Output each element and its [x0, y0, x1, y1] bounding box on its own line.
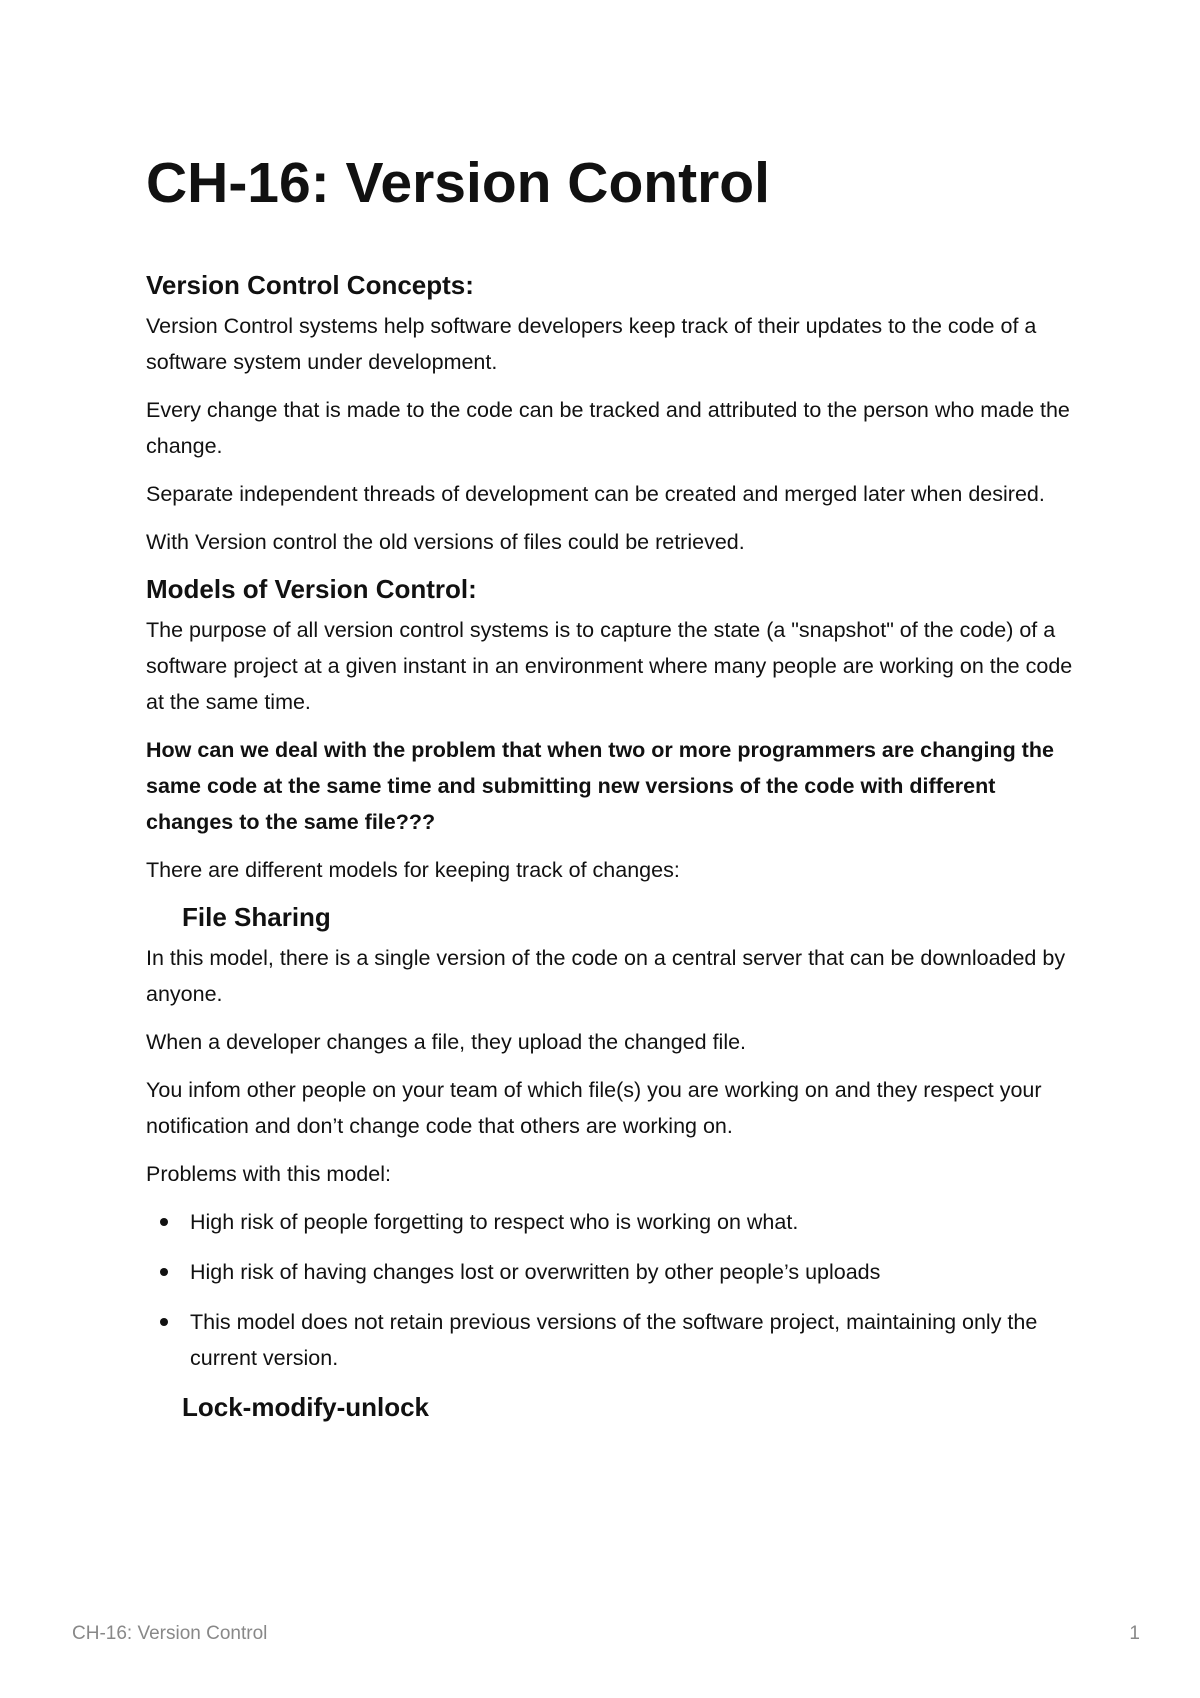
- paragraph: Version Control systems help software developers keep track of their updates to the code of a software system under development.: [146, 314, 1037, 374]
- page-title: CH-16: Version Control: [146, 151, 770, 215]
- paragraph: Problems with this model:: [146, 1162, 391, 1186]
- list-item-text: High risk of people forgetting to respect who is working on what.: [190, 1210, 799, 1234]
- paragraph: The purpose of all version control systems is to capture the state (a "snapshot" of the code) of a software project at a given instant in an environment where many people are working on the code at the same time.: [146, 618, 1073, 714]
- footer-document-title: CH-16: Version Control: [72, 1623, 268, 1644]
- paragraph: You infom other people on your team of which file(s) you are working on and they respect your notification and don’t change code that others are working on.: [146, 1078, 1042, 1138]
- list-item: [146, 1204, 1076, 1240]
- paragraph: In this model, there is a single version of the code on a central server that can be downloaded by anyone.: [146, 946, 1066, 1006]
- list-item-text: High risk of having changes lost or overwritten by other people’s uploads: [190, 1260, 881, 1284]
- paragraph: With Version control the old versions of files could be retrieved.: [146, 530, 745, 554]
- list-item: [146, 1304, 1076, 1376]
- paragraph: Separate independent threads of development can be created and merged later when desired.: [146, 482, 1045, 506]
- document-body: [146, 268, 1076, 1430]
- list-item: [146, 1254, 1076, 1290]
- key-question: How can we deal with the problem that when two or more programmers are changing the same code at the same time and submitting new versions of the code with different changes to the same file???: [146, 738, 1054, 834]
- subsection-heading-file-sharing: File Sharing: [182, 902, 331, 932]
- paragraph: When a developer changes a file, they upload the changed file.: [146, 1030, 747, 1054]
- paragraph: Every change that is made to the code can be tracked and attributed to the person who made the change.: [146, 398, 1070, 458]
- section-heading-concepts: Version Control Concepts:: [146, 270, 474, 300]
- list-item-text: This model does not retain previous versions of the software project, maintaining only the current version.: [190, 1310, 1038, 1370]
- paragraph: There are different models for keeping track of changes:: [146, 858, 680, 882]
- problems-list: [146, 1204, 1076, 1376]
- section-heading-models: Models of Version Control:: [146, 574, 477, 604]
- subsection-heading-lock-modify-unlock: Lock-modify-unlock: [182, 1392, 430, 1422]
- footer-page-number: 1: [1129, 1623, 1140, 1644]
- bullet-icon: [160, 1268, 168, 1276]
- bullet-icon: [160, 1218, 168, 1226]
- bullet-icon: [160, 1318, 168, 1326]
